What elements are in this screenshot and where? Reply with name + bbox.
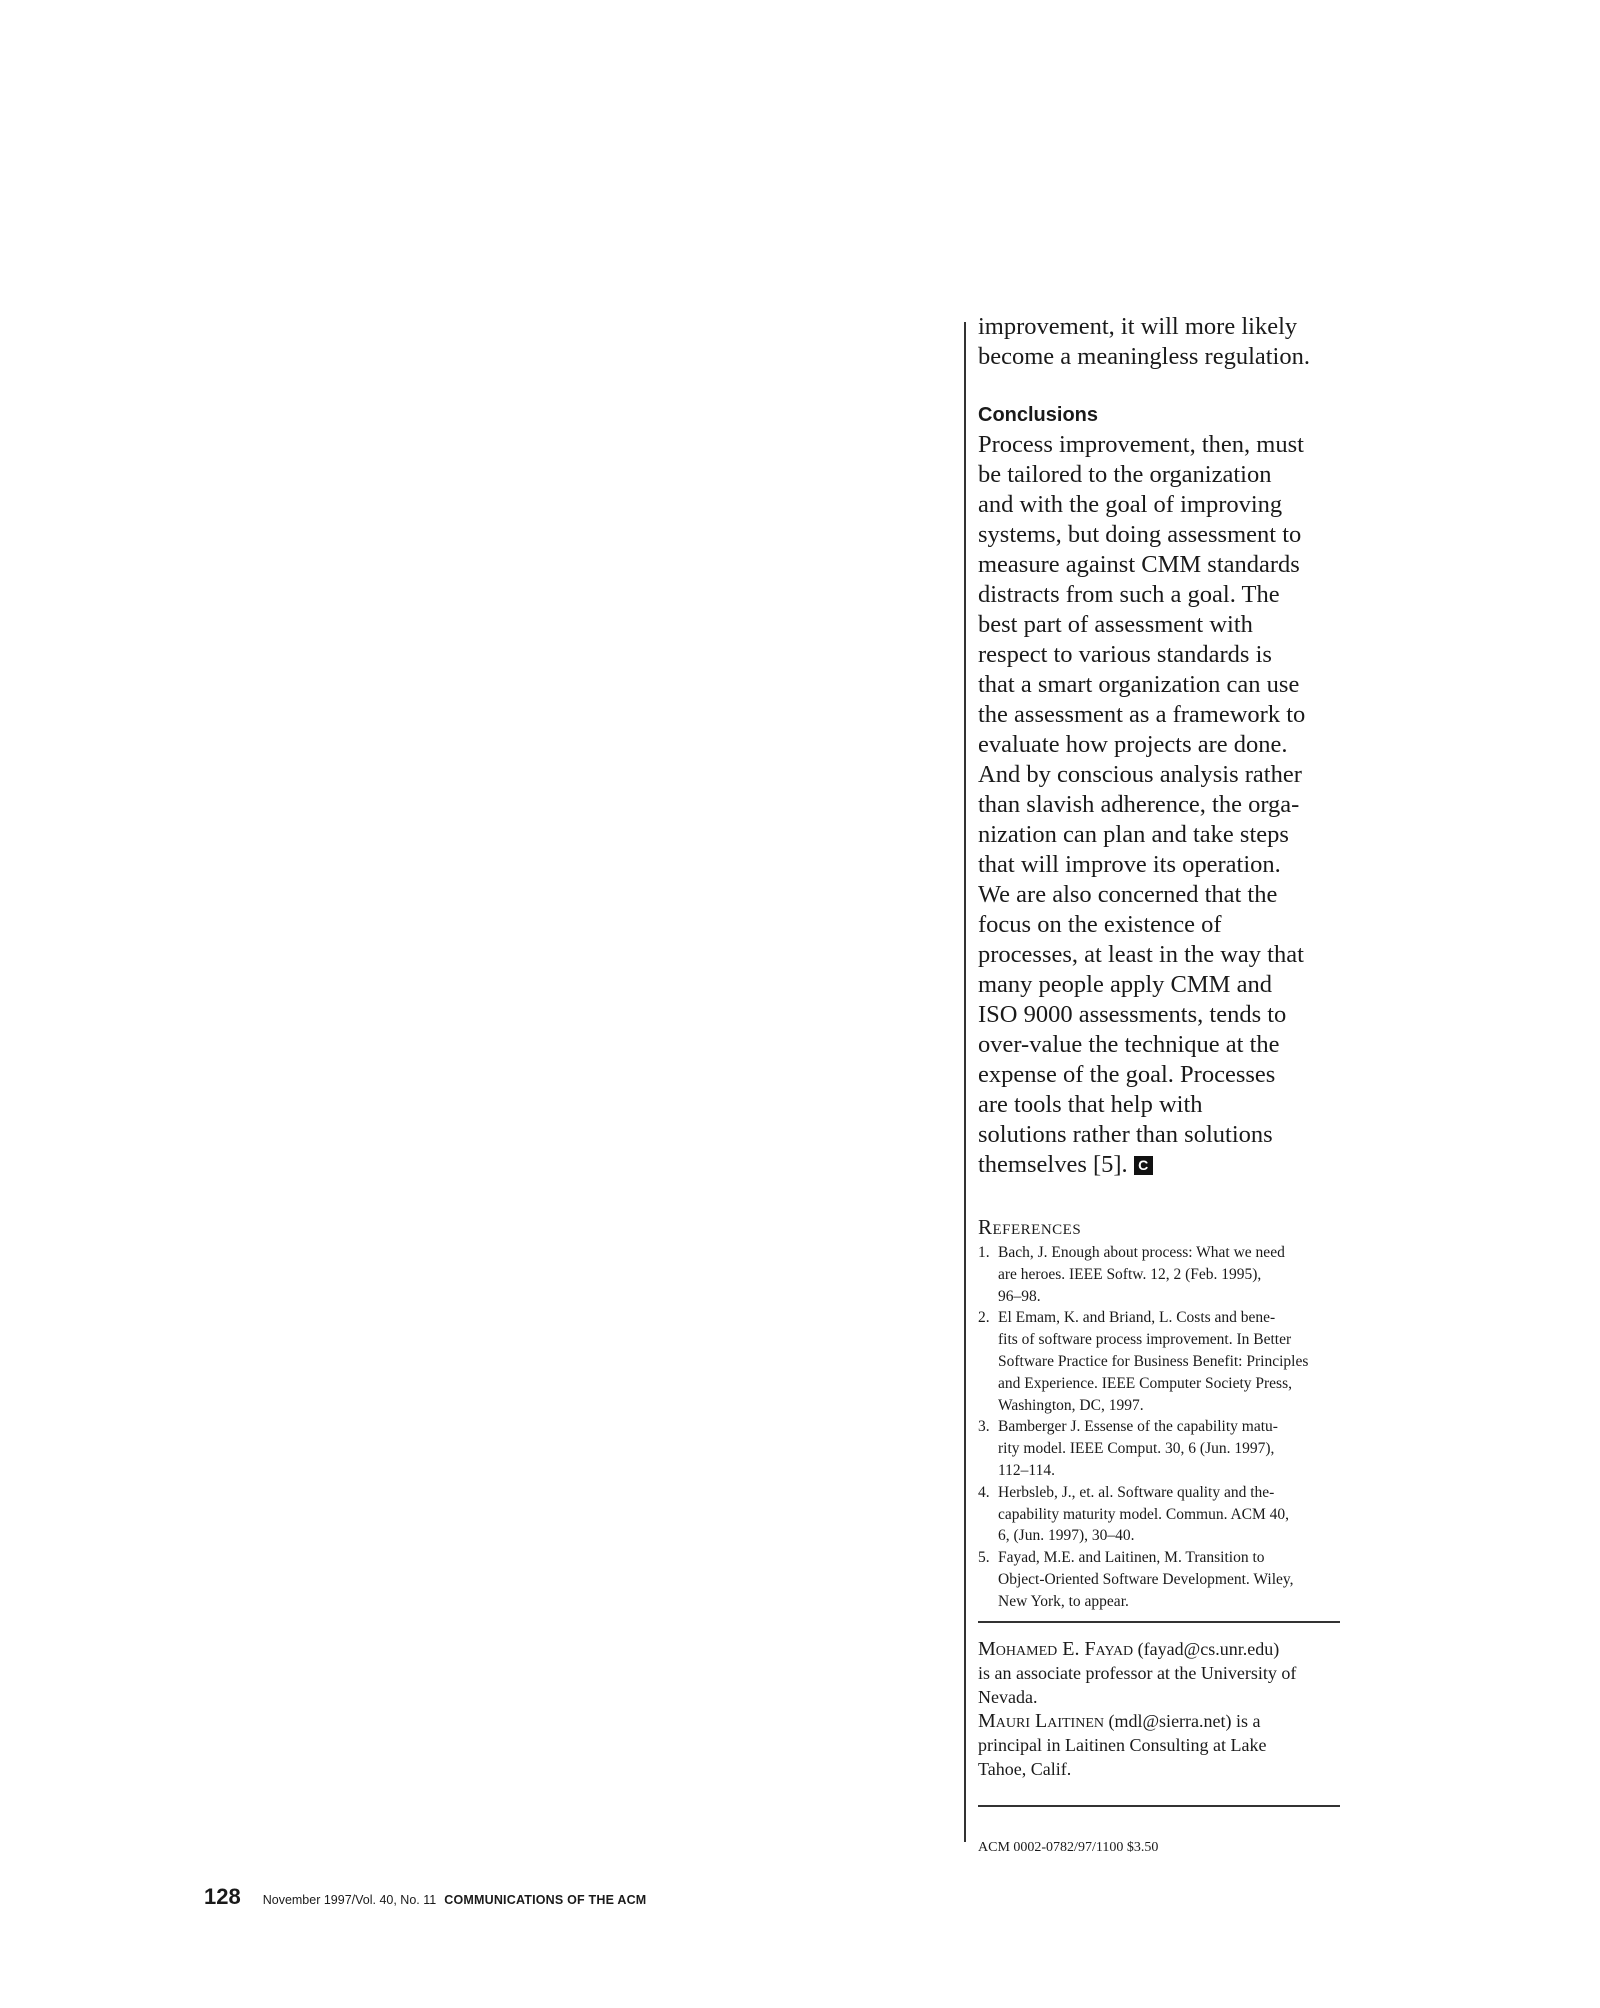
column-rule bbox=[964, 322, 966, 1842]
reference-line: fits of software process improvement. In Better bbox=[998, 1331, 1292, 1349]
text-line: be tailored to the organization bbox=[978, 461, 1272, 488]
reference-number: 1. bbox=[978, 1244, 990, 1261]
references-divider bbox=[978, 1621, 1340, 1623]
text-line: expense of the goal. Processes bbox=[978, 1061, 1276, 1088]
reference-item bbox=[978, 1242, 1336, 1307]
copyright-line: ACM 0002-0782/97/1100 $3.50 bbox=[978, 1839, 1159, 1855]
reference-number: 4. bbox=[978, 1483, 990, 1501]
reference-line: Herbsleb, J., et. al. Software quality and the- bbox=[998, 1483, 1275, 1501]
text-column bbox=[978, 312, 1336, 1857]
bio-line: Tahoe, Calif. bbox=[978, 1758, 1072, 1779]
text-line: And by conscious analysis rather bbox=[978, 761, 1302, 788]
reference-line: rity model. IEEE Comput. 30, 6 (Jun. 1997), bbox=[998, 1440, 1275, 1458]
text-line: measure against CMM standards bbox=[978, 551, 1300, 578]
author-line bbox=[978, 1637, 1336, 1661]
reference-line: Bach, J. Enough about process: What we need bbox=[998, 1244, 1285, 1261]
author-name: Mohamed E. Fayad bbox=[978, 1637, 1134, 1660]
reference-item bbox=[978, 1416, 1336, 1481]
reference-item bbox=[978, 1482, 1336, 1547]
reference-line: New York, to appear. bbox=[998, 1592, 1129, 1610]
text-line: that will improve its operation. bbox=[978, 851, 1281, 878]
author-contact: (fayad@cs.unr.edu) bbox=[1133, 1638, 1280, 1659]
text-line: ISO 9000 assessments, tends to bbox=[978, 1001, 1287, 1028]
text-line: nization can plan and take steps bbox=[978, 821, 1289, 848]
text-line: systems, but doing assessment to bbox=[978, 521, 1302, 548]
issue-info: November 1997/Vol. 40, No. 11 bbox=[262, 1893, 437, 1907]
bio-line: Nevada. bbox=[978, 1686, 1038, 1707]
text-line: respect to various standards is bbox=[978, 641, 1272, 668]
reference-number: 3. bbox=[978, 1418, 990, 1436]
reference-line: Bamberger J. Essense of the capability matu- bbox=[998, 1418, 1278, 1436]
bio-line: principal in Laitinen Consulting at Lake bbox=[978, 1734, 1267, 1755]
reference-line: 112–114. bbox=[998, 1461, 1055, 1479]
reference-item bbox=[978, 1307, 1336, 1416]
reference-line: Fayad, M.E. and Laitinen, M. Transition to bbox=[998, 1549, 1265, 1567]
reference-line: are heroes. IEEE Softw. 12, 2 (Feb. 1995), bbox=[998, 1265, 1262, 1283]
text-line: become a meaningless regulation. bbox=[978, 343, 1310, 370]
reference-line: 6, (Jun. 1997), 30–40. bbox=[998, 1527, 1135, 1545]
reference-number: 2. bbox=[978, 1309, 990, 1327]
reference-line: capability maturity model. Commun. ACM 40, bbox=[998, 1505, 1290, 1523]
text-line: over-value the technique at the bbox=[978, 1031, 1280, 1058]
text-line: many people apply CMM and bbox=[978, 971, 1272, 998]
intro-paragraph bbox=[978, 312, 1336, 372]
text-line: Process improvement, then, must bbox=[978, 431, 1304, 458]
bio-line: is an associate professor at the University of bbox=[978, 1662, 1297, 1683]
reference-line: El Emam, K. and Briand, L. Costs and bene- bbox=[998, 1309, 1276, 1327]
conclusions-heading: Conclusions bbox=[978, 404, 1099, 426]
reference-line: Washington, DC, 1997. bbox=[998, 1396, 1144, 1414]
text-line: focus on the existence of bbox=[978, 911, 1222, 938]
text-line: distracts from such a goal. The bbox=[978, 581, 1280, 608]
references-list bbox=[978, 1242, 1336, 1613]
author-contact: (mdl@sierra.net) is a bbox=[1103, 1710, 1261, 1731]
text-line: evaluate how projects are done. bbox=[978, 731, 1288, 758]
text-line: solutions rather than solutions bbox=[978, 1121, 1273, 1148]
reference-line: Object-Oriented Software Development. Wiley, bbox=[998, 1570, 1294, 1588]
text-line-last bbox=[978, 1150, 1336, 1180]
author-bios bbox=[978, 1637, 1336, 1781]
text-line: We are also concerned that the bbox=[978, 881, 1278, 908]
last-line-text: themselves [5]. bbox=[978, 1151, 1128, 1178]
text-line: that a smart organization can use bbox=[978, 671, 1300, 698]
bio-divider bbox=[978, 1805, 1340, 1807]
conclusions-paragraph bbox=[978, 430, 1336, 1180]
reference-item bbox=[978, 1547, 1336, 1612]
text-line: and with the goal of improving bbox=[978, 491, 1283, 518]
text-line: are tools that help with bbox=[978, 1091, 1203, 1118]
reference-line: and Experience. IEEE Computer Society Press, bbox=[998, 1374, 1292, 1392]
journal-title: COMMUNICATIONS OF THE ACM bbox=[444, 1893, 647, 1907]
page-number: 128 bbox=[204, 1884, 241, 1909]
text-line: best part of assessment with bbox=[978, 611, 1253, 638]
references-heading: References bbox=[978, 1215, 1082, 1239]
author-line bbox=[978, 1709, 1336, 1733]
author-name: Mauri Laitinen bbox=[978, 1709, 1104, 1732]
text-line: than slavish adherence, the orga- bbox=[978, 791, 1300, 818]
page-footer bbox=[204, 1884, 646, 1910]
text-line: improvement, it will more likely bbox=[978, 313, 1298, 340]
reference-line: Software Practice for Business Benefit: Principles bbox=[998, 1352, 1309, 1370]
reference-number: 5. bbox=[978, 1549, 990, 1567]
reference-line: 96–98. bbox=[998, 1287, 1041, 1305]
text-line: the assessment as a framework to bbox=[978, 701, 1306, 728]
end-mark-icon: C bbox=[1134, 1156, 1153, 1175]
text-line: processes, at least in the way that bbox=[978, 941, 1304, 968]
